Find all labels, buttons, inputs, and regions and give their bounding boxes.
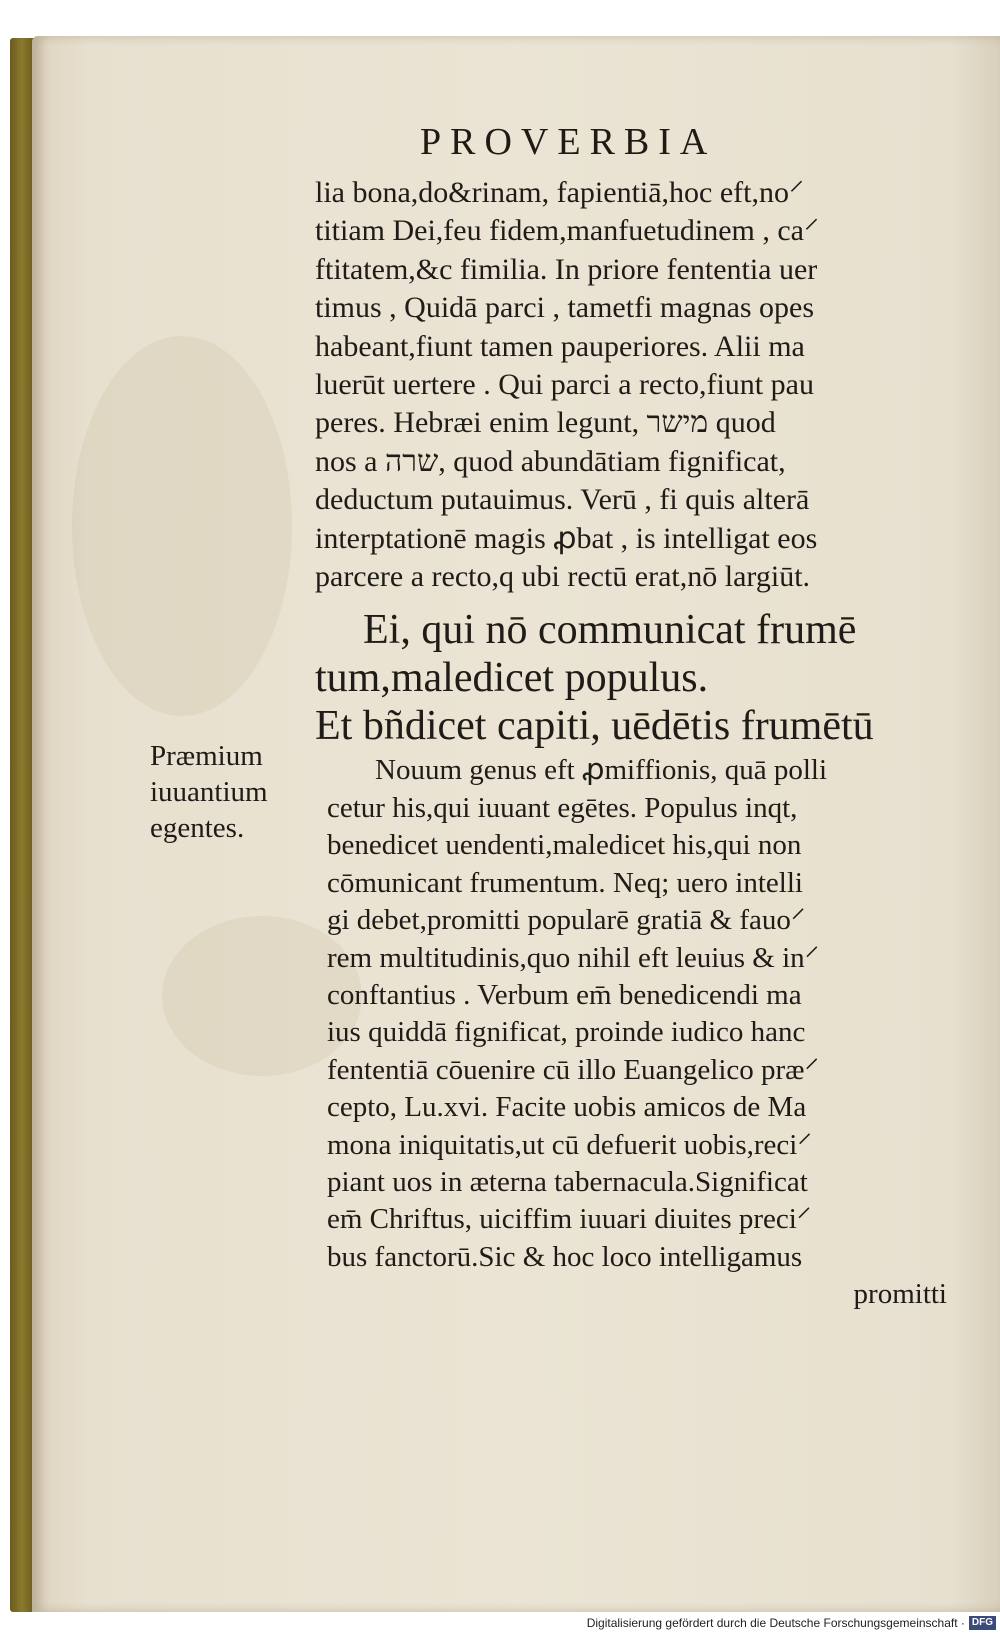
text-line: fententiā cōuenire cū illo Euangelico præ⸍ [327,1053,820,1086]
paper-stain [72,336,292,716]
verse-heading [315,606,955,750]
commentary-paragraph [327,752,955,1313]
text-line: habeant,fiunt tamen pauperiores. Alii ma [315,329,805,363]
text-line: ius quiddā fignificat, proinde iudico hanc [327,1016,806,1049]
text-line: cepto, Lu.xvi. Facite uobis amicos de Ma [327,1091,807,1124]
margin-note-line: iuuantium [150,776,268,808]
dfg-logo: DFG [969,1616,996,1630]
catchword: promitti [853,1278,947,1311]
margin-note-line: egentes. [150,812,245,844]
text-line: benedicet uendenti,maledicet his,qui non [327,829,802,862]
text-line: cōmunicant frumentum. Neq; uero intelli [327,866,803,899]
text-line: titiam Dei,feu fidem,manfuetudinem , ca⸍ [315,214,819,248]
text-line: parcere a recto,q ubi rectū erat,nō largiūt. [315,560,811,594]
text-line: Nouum genus eft ꝓmiffionis, quā polli [375,754,828,787]
footer-credit: Digitalisierung gefördert durch die Deutsche Forschungsgemeinschaft · [586,1615,965,1630]
verse-line: tum,maledicet populus. [315,655,709,702]
text-line: interptationē magis ꝓbat , is intelligat eos [315,521,818,555]
text-line: conftantius . Verbum em̄ benedicendi ma [327,978,802,1011]
verse-line: Et bñdicet capiti, uēdētis frumētū [315,703,874,750]
text-line: luerūt uertere . Qui parci a recto,fiunt pau [315,368,814,402]
text-line: gi debet,promitti popularē gratiā & fauo⸍ [327,904,806,937]
text-line: timus , Quidā parci , tametfi magnas opes [315,291,815,325]
verse-line: Ei, qui nō communicat frumē [363,607,857,654]
text-line: mona iniquitatis,ut cū defuerit uobis,reci⸍ [327,1128,812,1161]
margin-note-line: Præmium [150,740,263,772]
text-line: em̄ Chriftus, uiciffim iuuari diuites preci⸍ [327,1203,812,1236]
text-line: nos a שרה, quod abundātiam fignificat, [315,444,786,478]
text-line: ftitatem,&c fimilia. In priore fententia uer [315,252,818,286]
text-line: rem multitudinis,quo nihil eft leuius & in⸍ [327,941,820,974]
main-paragraph [315,174,955,596]
margin-note [150,738,310,846]
text-line: deductum putauimus. Verū , fi quis alterā [315,483,810,517]
text-line: peres. Hebræi enim legunt, מישר quod [315,406,776,440]
digitization-footer [0,1612,1000,1632]
text-line: bus fanctorū.Sic & hoc loco intelligamus [327,1240,803,1273]
text-line: cetur his,qui iuuant egētes. Populus inqt, [327,791,798,824]
running-head: PROVERBIA [420,121,717,163]
page-text [315,174,955,1314]
text-line: piant uos in æterna tabernacula.Significat [327,1165,808,1198]
text-line: lia bona,do&rinam, fapientiā,hoc eft,no⸍ [315,176,805,209]
